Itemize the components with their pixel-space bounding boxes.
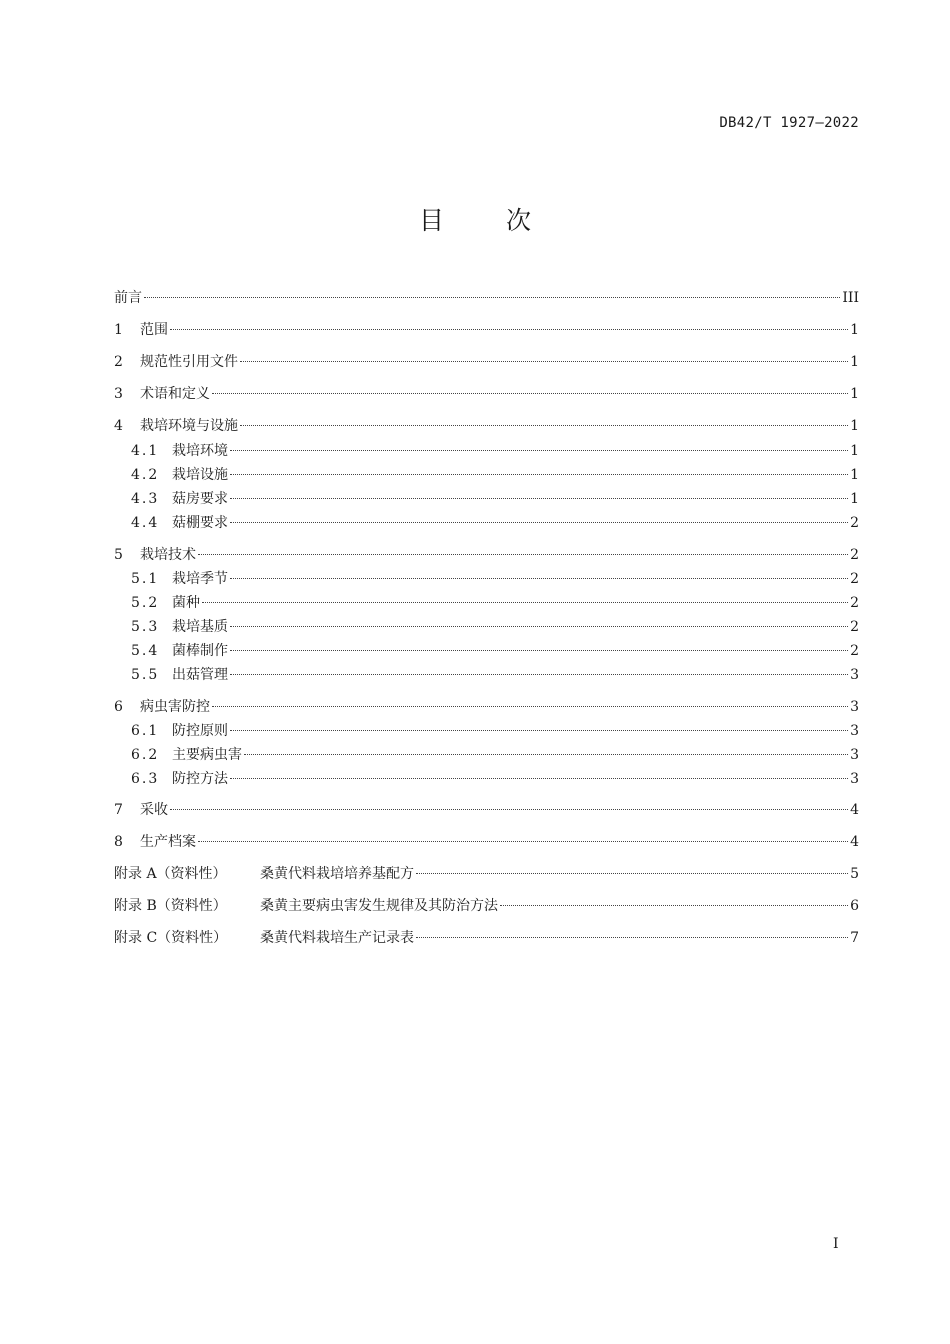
toc-page: 7 (850, 930, 859, 946)
toc-label: 主要病虫害 (172, 747, 242, 763)
toc-page: 2 (850, 643, 859, 659)
appendix-prefix: 附录 A（资料性） (114, 866, 227, 882)
toc-page: 2 (850, 547, 859, 563)
toc-page: 2 (850, 595, 859, 611)
toc-entry-6[interactable] (114, 698, 859, 716)
toc-entry-appendix-b[interactable] (114, 897, 859, 915)
toc-label: 桑黄代料栽培培养基配方 (260, 866, 414, 882)
leader-dots (230, 730, 848, 731)
leader-dots (230, 474, 848, 475)
toc-page: 2 (850, 619, 859, 635)
toc-entry-4-3[interactable] (114, 490, 859, 508)
toc-number: 5.4 (131, 643, 160, 659)
toc-label: 桑黄代料栽培生产记录表 (260, 930, 414, 946)
toc-number: 4.1 (131, 443, 160, 459)
toc-label: 采收 (140, 802, 168, 818)
toc-entry-2[interactable] (114, 353, 859, 371)
leader-dots (198, 554, 848, 555)
toc-entry-4[interactable] (114, 417, 859, 435)
toc-label: 栽培环境 (172, 443, 228, 459)
toc-number: 4 (114, 418, 123, 434)
toc-label: 防控原则 (172, 723, 228, 739)
toc-number: 6.2 (131, 747, 160, 763)
leader-dots (230, 498, 848, 499)
toc-label: 栽培季节 (172, 571, 228, 587)
document-code: DB42/T 1927—2022 (719, 115, 859, 131)
leader-dots (230, 778, 848, 779)
toc-page: 3 (850, 723, 859, 739)
page-title: 目次 (418, 206, 593, 235)
toc-page: 4 (850, 834, 859, 850)
toc-number: 6 (114, 699, 123, 715)
toc-number: 2 (114, 354, 123, 370)
toc-label: 前言 (114, 290, 142, 306)
leader-dots (230, 626, 848, 627)
toc-page: 3 (850, 771, 859, 787)
toc-number: 4.3 (131, 491, 160, 507)
toc-number: 6.3 (131, 771, 160, 787)
toc-label: 范围 (140, 322, 168, 338)
toc-page: 2 (850, 571, 859, 587)
toc-page: III (842, 290, 859, 306)
leader-dots (244, 754, 848, 755)
leader-dots (170, 329, 848, 330)
toc-entry-6-1[interactable] (114, 722, 859, 740)
leader-dots (230, 578, 848, 579)
toc-number: 5.1 (131, 571, 160, 587)
toc-label: 规范性引用文件 (140, 354, 238, 370)
toc-page: 4 (850, 802, 859, 818)
toc-page: 3 (850, 699, 859, 715)
toc-number: 1 (114, 322, 123, 338)
toc-number: 6.1 (131, 723, 160, 739)
toc-entry-appendix-a[interactable] (114, 865, 859, 883)
leader-dots (202, 602, 848, 603)
toc-label: 栽培环境与设施 (140, 418, 238, 434)
leader-dots (212, 706, 848, 707)
page-number: I (833, 1236, 839, 1252)
toc-number: 4.4 (131, 515, 160, 531)
toc-label: 菌棒制作 (172, 643, 228, 659)
leader-dots (240, 425, 848, 426)
toc-label: 生产档案 (140, 834, 196, 850)
leader-dots (416, 937, 848, 938)
toc-page: 2 (850, 515, 859, 531)
toc-page: 3 (850, 747, 859, 763)
toc-number: 7 (114, 802, 123, 818)
toc-label: 桑黄主要病虫害发生规律及其防治方法 (260, 898, 498, 914)
toc-page: 1 (850, 418, 859, 434)
toc-number: 5.3 (131, 619, 160, 635)
toc-label: 栽培基质 (172, 619, 228, 635)
toc-page: 1 (850, 322, 859, 338)
toc-page: 1 (850, 491, 859, 507)
toc-label: 术语和定义 (140, 386, 210, 402)
toc-page: 1 (850, 443, 859, 459)
leader-dots (416, 873, 848, 874)
toc-label: 菇棚要求 (172, 515, 228, 531)
leader-dots (198, 841, 848, 842)
toc-entry-1[interactable] (114, 321, 859, 339)
toc-label: 栽培设施 (172, 467, 228, 483)
toc-label: 栽培技术 (140, 547, 196, 563)
toc-entry-6-3[interactable] (114, 770, 859, 788)
toc-entry-5-4[interactable] (114, 642, 859, 660)
toc-page: 6 (850, 898, 859, 914)
toc-page: 1 (850, 386, 859, 402)
toc-label: 菇房要求 (172, 491, 228, 507)
toc-number: 4.2 (131, 467, 160, 483)
toc-number: 5.5 (131, 667, 160, 683)
leader-dots (230, 674, 848, 675)
toc-number: 8 (114, 834, 123, 850)
toc-label: 出菇管理 (172, 667, 228, 683)
toc-label: 病虫害防控 (140, 699, 210, 715)
toc-entry-appendix-c[interactable] (114, 929, 859, 947)
toc-entry-5[interactable] (114, 546, 859, 564)
leader-dots (230, 650, 848, 651)
toc-number: 5.2 (131, 595, 160, 611)
toc-page: 3 (850, 667, 859, 683)
appendix-prefix: 附录 C（资料性） (114, 930, 228, 946)
toc-entry-6-2[interactable] (114, 746, 859, 764)
toc-label: 防控方法 (172, 771, 228, 787)
toc-entry-5-3[interactable] (114, 618, 859, 636)
leader-dots (144, 297, 840, 298)
leader-dots (230, 522, 848, 523)
leader-dots (240, 361, 848, 362)
toc-page: 1 (850, 467, 859, 483)
toc-label: 菌种 (172, 595, 200, 611)
leader-dots (212, 393, 848, 394)
toc-entry-5-5[interactable] (114, 666, 859, 684)
appendix-prefix: 附录 B（资料性） (114, 898, 227, 914)
toc-page: 5 (850, 866, 859, 882)
toc-entry-8[interactable] (114, 833, 859, 851)
toc-page: 1 (850, 354, 859, 370)
toc-entry-3[interactable] (114, 385, 859, 403)
toc-entry-4-1[interactable] (114, 442, 859, 460)
toc-entry-4-2[interactable] (114, 466, 859, 484)
toc-entry-7[interactable] (114, 801, 859, 819)
leader-dots (230, 450, 848, 451)
toc-entry-4-4[interactable] (114, 514, 859, 532)
toc-entry-5-1[interactable] (114, 570, 859, 588)
toc-number: 3 (114, 386, 123, 402)
toc-number: 5 (114, 547, 123, 563)
toc-entry-foreword[interactable] (114, 289, 859, 307)
toc-entry-5-2[interactable] (114, 594, 859, 612)
leader-dots (500, 905, 848, 906)
leader-dots (170, 809, 848, 810)
